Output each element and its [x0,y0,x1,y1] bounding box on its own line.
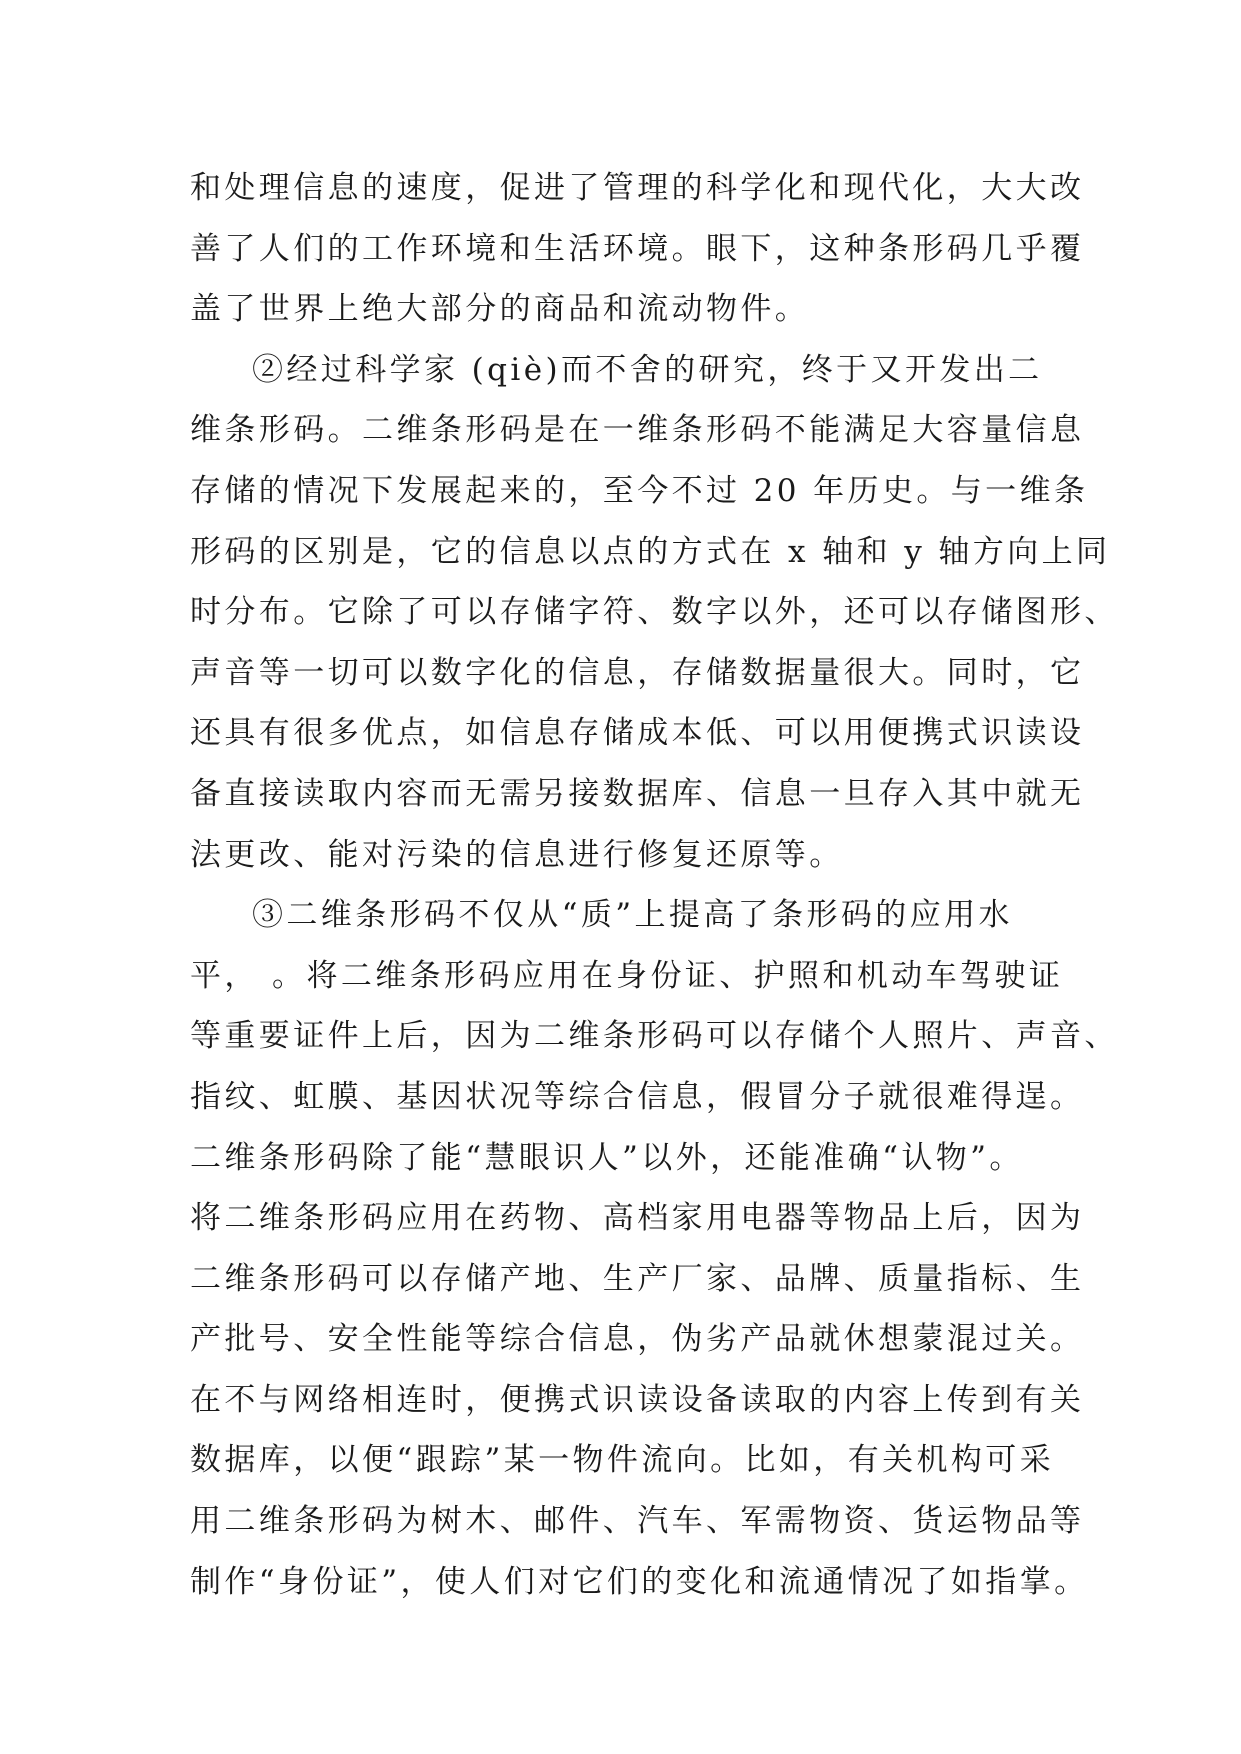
text-line: 盖了世界上绝大部分的商品和流动物件。 [190,291,810,328]
body-text [190,158,1119,1612]
text-line: 二维条形码可以存储产地、生产厂家、品牌、质量指标、生 [190,1260,1085,1297]
text-line: 存储的情况下发展起来的，至今不过 20 年历史。与一维条 [190,472,1089,509]
text-line: 二维条形码除了能“慧眼识人”以外，还能准确“认物”。 [190,1139,1024,1176]
text-line: 还具有很多优点，如信息存储成本低、可以用便携式识读设 [190,715,1085,752]
text-line: 形码的区别是，它的信息以点的方式在 x 轴和 y 轴方向上同 [190,533,1111,570]
text-line: 指纹、虹膜、基因状况等综合信息，假冒分子就很难得逞。 [190,1078,1085,1115]
text-line: 善了人们的工作环境和生活环境。眼下，这种条形码几乎覆 [190,230,1085,267]
text-line: 声音等一切可以数字化的信息，存储数据量很大。同时，它 [190,654,1085,691]
text-line: 制作“身份证”，使人们对它们的变化和流通情况了如指掌。 [190,1563,1089,1600]
text-line: 在不与网络相连时，便携式识读设备读取的内容上传到有关 [190,1381,1085,1418]
text-line: 时分布。它除了可以存储字符、数字以外，还可以存储图形、 [190,594,1119,631]
paragraph-2-start: ②经过科学家 (qiè)而不舍的研究，终于又开发出二 [252,351,1043,388]
text-line: 和处理信息的速度，促进了管理的科学化和现代化，大大改 [190,170,1085,206]
text-line: 用二维条形码为树木、邮件、汽车、军需物资、货运物品等 [190,1503,1085,1540]
paragraph-3-start: ③二维条形码不仅从“质”上提高了条形码的应用水 [252,897,1013,934]
text-line: 产批号、安全性能等综合信息，伪劣产品就休想蒙混过关。 [190,1321,1085,1358]
text-line: 将二维条形码应用在药物、高档家用电器等物品上后，因为 [190,1200,1085,1237]
text-line: 平， 。将二维条形码应用在身份证、护照和机动车驾驶证 [190,957,1064,994]
text-line: 维条形码。二维条形码是在一维条形码不能满足大容量信息 [190,412,1085,449]
text-line: 等重要证件上后，因为二维条形码可以存储个人照片、声音、 [190,1018,1119,1055]
text-line: 法更改、能对污染的信息进行修复还原等。 [190,836,844,873]
text-line: 备直接读取内容而无需另接数据库、信息一旦存入其中就无 [190,775,1085,812]
text-line: 数据库，以便“跟踪”某一物件流向。比如，有关机构可采 [190,1442,1055,1479]
